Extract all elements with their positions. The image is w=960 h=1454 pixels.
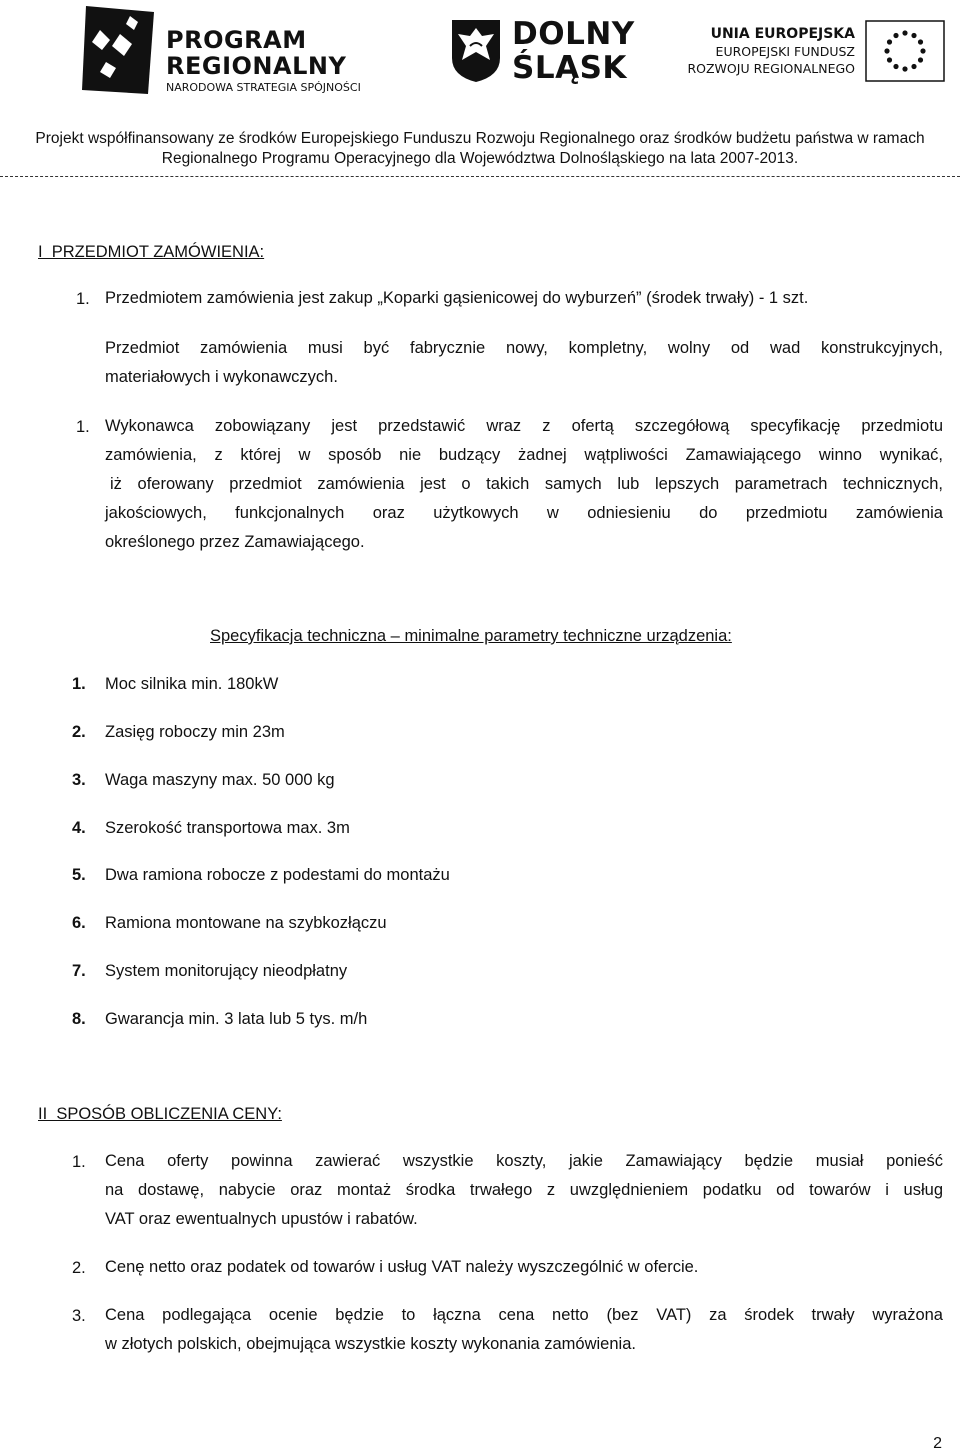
program-logo-line1: PROGRAM (166, 26, 307, 54)
section-2-heading: II SPOSÓB OBLICZENIA CENY: (38, 1105, 282, 1123)
section-2-item-line: Cena podlegająca ocenie będzie to łączna cena netto (bez VAT) za środek trwały wyrażona (105, 1306, 943, 1324)
spec-item-text: Gwarancja min. 3 lata lub 5 tys. m/h (105, 1010, 368, 1028)
spec-item-text: Ramiona montowane na szybkozłączu (105, 914, 387, 932)
section-1-item-2-number: 1. (76, 418, 90, 436)
section-1-item-2-line-3: iż oferowany przedmiot zamówienia jest o takich samych lub lepszych parametrach technicznych, (110, 475, 943, 493)
eu-flag-icon (865, 20, 945, 82)
section-1-item-2-line-4: jakościowych, funkcjonalnych oraz użytkowych w odniesieniu do przedmiotu zamówienia (105, 504, 943, 522)
section-2-item-line: VAT oraz ewentualnych upustów i rabatów. (105, 1210, 418, 1228)
eu-logo-line2: EUROPEJSKI FUNDUSZ (715, 44, 855, 59)
eu-fund-logo (687, 20, 945, 86)
eagle-coat-of-arms-icon (450, 18, 502, 84)
header-divider (0, 176, 960, 177)
cofinancing-line-2: Regionalnego Programu Operacyjnego dla Województwa Dolnośląskiego na lata 2007-2013. (161, 150, 799, 167)
section-1-item-1-text: Przedmiotem zamówienia jest zakup „Koparki gąsienicowej do wyburzeń” (środek trwały) - 1 szt. (105, 289, 809, 307)
section-1-item-1-number: 1. (76, 290, 90, 308)
section-1-item-2-line-2: zamówienia, z której w sposób nie budzący żadnej wątpliwości Zamawiającego winno wynikać, (105, 446, 943, 464)
spec-item-text: Zasięg roboczy min 23m (105, 723, 285, 741)
spec-item-text: Dwa ramiona robocze z podestami do montażu (105, 866, 450, 884)
section-2-item-line: Cena oferty powinna zawierać wszystkie koszty, jakie Zamawiający będzie musiał ponieść (105, 1152, 943, 1170)
spec-item-number: 6. (72, 914, 86, 932)
program-regionalny-logo (80, 4, 400, 96)
eu-logo-line3: ROZWOJU REGIONALNEGO (687, 61, 855, 76)
spec-title: Specyfikacja techniczna – minimalne parametry techniczne urządzenia: (210, 627, 732, 645)
spec-item-text: Szerokość transportowa max. 3m (105, 819, 350, 837)
program-regionalny-emblem-icon (80, 4, 160, 96)
program-logo-subtitle: NARODOWA STRATEGIA SPÓJNOŚCI (166, 81, 361, 94)
section-1-heading: I PRZEDMIOT ZAMÓWIENIA: (38, 243, 265, 261)
dolny-slask-line1: DOLNY (512, 16, 635, 52)
spec-item-text: Moc silnika min. 180kW (105, 675, 279, 693)
section-2-item-number: 2. (72, 1259, 86, 1277)
dolny-slask-logo (450, 18, 640, 90)
spec-item-number: 5. (72, 866, 86, 884)
section-2-item-line: w złotych polskich, obejmująca wszystkie koszty wykonania zamówienia. (105, 1335, 636, 1353)
spec-item-number: 2. (72, 723, 86, 741)
section-2-item-line: na dostawę, nabycie oraz montaż środka trwałego z uwzględnieniem podatku od towarów i usług (105, 1181, 943, 1199)
spec-item-number: 7. (72, 962, 86, 980)
cofinancing-line-1: Projekt współfinansowany ze środków Europejskiego Funduszu Rozwoju Regionalnego oraz środków budżetu państwa w ramach (35, 130, 925, 147)
page-number: 2 (933, 1435, 942, 1452)
section-1-para-line-2: materiałowych i wykonawczych. (105, 368, 338, 386)
section-2-item-number: 3. (72, 1307, 86, 1325)
section-1-item-2-line-1: Wykonawca zobowiązany jest przedstawić wraz z ofertą szczegółową specyfikację przedmiotu (105, 417, 943, 435)
spec-item-number: 8. (72, 1010, 86, 1028)
spec-item-number: 4. (72, 819, 86, 837)
spec-item-text: System monitorujący nieodpłatny (105, 962, 348, 980)
program-logo-line2: REGIONALNY (166, 52, 347, 80)
spec-item-text: Waga maszyny max. 50 000 kg (105, 771, 335, 789)
eu-logo-line1: UNIA EUROPEJSKA (710, 26, 855, 42)
section-1-item-2-line-5: określonego przez Zamawiającego. (105, 533, 365, 551)
spec-item-number: 1. (72, 675, 86, 693)
dolny-slask-line2: ŚLĄSK (512, 50, 627, 86)
section-2-item-number: 1. (72, 1153, 86, 1171)
section-1-para-line-1: Przedmiot zamówienia musi być fabrycznie nowy, kompletny, wolny od wad konstrukcyjnych, (105, 339, 943, 357)
section-2-item-line: Cenę netto oraz podatek od towarów i usług VAT należy wyszczególnić w ofercie. (105, 1258, 699, 1276)
spec-item-number: 3. (72, 771, 86, 789)
